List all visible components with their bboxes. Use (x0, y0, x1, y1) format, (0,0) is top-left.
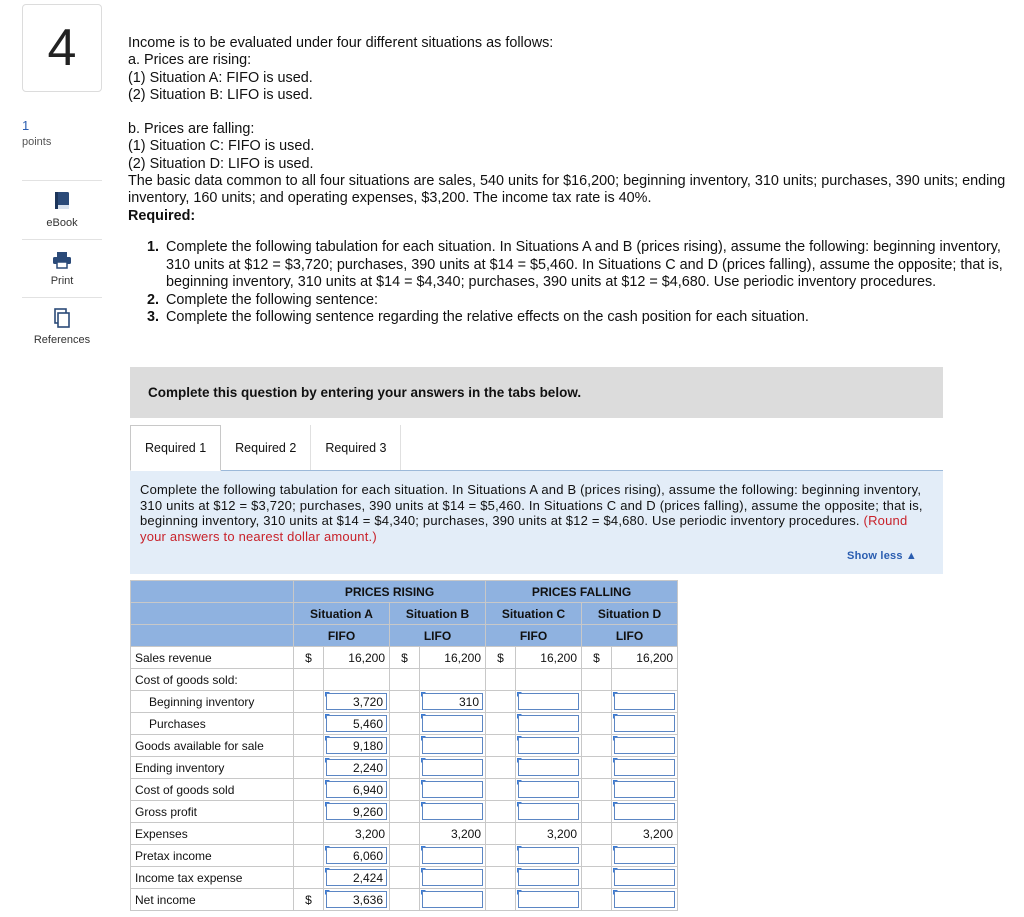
answer-input[interactable] (324, 845, 390, 867)
input-value[interactable]: 9,180 (326, 737, 387, 754)
tabulation-table (130, 580, 678, 911)
answer-input[interactable] (516, 867, 582, 889)
row-label: Net income (131, 889, 294, 911)
input-value[interactable] (518, 759, 579, 776)
row-label: Cost of goods sold: (131, 669, 294, 691)
table-row (131, 845, 678, 867)
requirement-number: 3. (147, 309, 160, 325)
header-situation-a: Situation A (294, 603, 390, 625)
value-cell: 3,200 (516, 823, 582, 845)
book-icon (53, 191, 71, 211)
rounding-note: (Round your answers to nearest dollar amount.) (140, 513, 908, 544)
ebook-button[interactable] (22, 180, 102, 238)
input-value[interactable]: 310 (422, 693, 483, 710)
input-value[interactable] (422, 803, 483, 820)
answer-input[interactable] (420, 867, 486, 889)
input-value[interactable] (614, 803, 675, 820)
header-method-b: LIFO (390, 625, 486, 647)
input-value[interactable]: 3,636 (326, 891, 387, 908)
answer-input[interactable] (420, 691, 486, 713)
header-method-d: LIFO (582, 625, 678, 647)
input-value[interactable] (518, 891, 579, 908)
header-situation-c: Situation C (486, 603, 582, 625)
answer-input[interactable] (420, 735, 486, 757)
input-value[interactable] (422, 737, 483, 754)
intro-line: (2) Situation B: LIFO is used. (128, 86, 313, 103)
input-value[interactable] (518, 869, 579, 886)
row-label: Ending inventory (131, 757, 294, 779)
value-cell: 3,200 (420, 823, 486, 845)
answer-input[interactable] (516, 889, 582, 911)
input-value[interactable] (614, 891, 675, 908)
answer-input[interactable] (324, 801, 390, 823)
row-label: Purchases (131, 713, 294, 735)
header-situation-d: Situation D (582, 603, 678, 625)
answer-input[interactable] (612, 757, 678, 779)
currency-sign: $ (390, 647, 420, 669)
answer-input[interactable] (612, 845, 678, 867)
answer-input[interactable] (324, 757, 390, 779)
row-label: Beginning inventory (131, 691, 294, 713)
header-prices-falling: PRICES FALLING (486, 581, 678, 603)
tab-required-2[interactable]: Required 2 (221, 425, 311, 471)
answer-input[interactable] (516, 735, 582, 757)
input-value[interactable] (518, 715, 579, 732)
tab-required-3[interactable]: Required 3 (311, 425, 401, 471)
question-number: 4 (47, 19, 77, 77)
required-heading: Required: (128, 207, 196, 224)
value-cell: 3,200 (612, 823, 678, 845)
input-value[interactable]: 2,240 (326, 759, 387, 776)
answer-input[interactable] (612, 713, 678, 735)
answer-input[interactable] (516, 779, 582, 801)
input-value[interactable] (422, 759, 483, 776)
print-label: Print (50, 274, 74, 287)
input-value[interactable] (614, 781, 675, 798)
input-value[interactable] (614, 693, 675, 710)
requirement-number: 2. (147, 291, 160, 308)
value-cell: 16,200 (324, 647, 390, 669)
answer-input[interactable] (516, 801, 582, 823)
answer-input[interactable] (612, 735, 678, 757)
input-value[interactable] (614, 759, 675, 776)
points-label: points (22, 136, 52, 148)
answer-input[interactable] (516, 845, 582, 867)
input-value[interactable]: 5,460 (326, 715, 387, 732)
requirement-item (147, 239, 1007, 292)
answer-input[interactable] (420, 779, 486, 801)
answer-input[interactable] (420, 801, 486, 823)
table-row (131, 647, 678, 669)
input-value[interactable] (518, 737, 579, 754)
header-method-c: FIFO (486, 625, 582, 647)
input-value[interactable] (518, 803, 579, 820)
references-icon (53, 308, 71, 328)
value-cell: 16,200 (516, 647, 582, 669)
input-value[interactable]: 9,260 (326, 803, 387, 820)
input-value[interactable] (518, 847, 579, 864)
answer-input[interactable] (324, 713, 390, 735)
show-less-link[interactable]: Show less ▲ (847, 550, 917, 563)
intro-line: (2) Situation D: LIFO is used. (128, 155, 314, 172)
input-value[interactable] (422, 847, 483, 864)
currency-sign: $ (486, 647, 516, 669)
answer-input[interactable] (420, 713, 486, 735)
input-value[interactable] (518, 781, 579, 798)
tab-required-1[interactable]: Required 1 (130, 425, 221, 471)
answer-input[interactable] (324, 867, 390, 889)
requirement-item (147, 292, 1007, 310)
row-label: Expenses (131, 823, 294, 845)
answer-input[interactable] (324, 735, 390, 757)
currency-sign: $ (582, 647, 612, 669)
table-row (131, 735, 678, 757)
requirement-text: Complete the following sentence regarding the relative effects on the cash position for each situation. (166, 309, 809, 325)
references-button[interactable] (22, 297, 102, 355)
input-value[interactable] (614, 715, 675, 732)
ebook-label: eBook (46, 216, 78, 229)
requirements-list (147, 239, 1007, 327)
input-value[interactable] (422, 891, 483, 908)
value-cell: 16,200 (420, 647, 486, 669)
answer-input[interactable] (612, 889, 678, 911)
input-value[interactable] (518, 693, 579, 710)
answer-input[interactable] (612, 801, 678, 823)
instruction-text: Complete the following tabulation for each situation. In Situations A and B (prices rising), assume the following: beginning inventory, 310 units at $12 = $3,720; purchases, 390 units at $14 = $5,460. In Situations C and D (prices falling), assume the opposite; that is, beginning inventory, 310 units at $14 = $4,340; purchases, 390 units at $12 = $4,680. Use periodic inventory procedures. (140, 482, 923, 529)
table-row (131, 867, 678, 889)
table-row (131, 713, 678, 735)
answer-input[interactable] (324, 779, 390, 801)
row-label: Income tax expense (131, 867, 294, 889)
input-value[interactable]: 2,424 (326, 869, 387, 886)
intro-line: Income is to be evaluated under four different situations as follows: (128, 35, 554, 51)
answer-input[interactable] (516, 757, 582, 779)
basic-data-text: The basic data common to all four situations are sales, 540 units for $16,200; beginning inventory, 310 units; purchases, 390 units; ending inventory, 160 units; and operating expenses, $3,200. The income tax rate is 40%. (128, 173, 1006, 207)
requirement-text: Complete the following tabulation for each situation. In Situations A and B (prices rising), assume the following: beginning inventory, 310 units at $12 = $3,720; purchases, 390 units at $14 = $5,460. In Situations C and D (prices falling), assume the opposite; that is, beginning inventory, 310 units at $14 = $4,340; purchases, 390 units at $12 = $4,680. Use periodic inventory procedures. (166, 239, 1003, 290)
answer-input[interactable] (612, 779, 678, 801)
table-row (131, 779, 678, 801)
input-value[interactable]: 3,720 (326, 693, 387, 710)
answer-input[interactable] (612, 691, 678, 713)
answer-input[interactable] (324, 889, 390, 911)
answer-input[interactable] (420, 889, 486, 911)
header-situation-b: Situation B (390, 603, 486, 625)
input-value[interactable]: 6,940 (326, 781, 387, 798)
value-cell: 3,200 (324, 823, 390, 845)
input-value[interactable] (422, 715, 483, 732)
requirement-text: Complete the following sentence: (166, 291, 378, 308)
answer-input[interactable] (420, 845, 486, 867)
input-value[interactable] (422, 869, 483, 886)
question-intro (128, 35, 1008, 225)
table-row (131, 801, 678, 823)
answer-input[interactable] (516, 713, 582, 735)
currency-sign: $ (294, 647, 324, 669)
input-value[interactable] (614, 869, 675, 886)
question-number-box (22, 4, 102, 92)
table-row (131, 669, 678, 691)
intro-line: (1) Situation C: FIFO is used. (128, 138, 315, 155)
instructions-banner: Complete this question by entering your answers in the tabs below. (130, 367, 943, 418)
row-label: Sales revenue (131, 647, 294, 669)
answer-input[interactable] (420, 757, 486, 779)
answer-input[interactable] (612, 867, 678, 889)
intro-line: b. Prices are falling: (128, 121, 255, 138)
value-cell: 16,200 (612, 647, 678, 669)
table-row (131, 889, 678, 911)
answer-input[interactable] (516, 691, 582, 713)
input-value[interactable]: 6,060 (326, 847, 387, 864)
answer-tabs (130, 425, 401, 471)
row-label: Goods available for sale (131, 735, 294, 757)
header-method-a: FIFO (294, 625, 390, 647)
requirement-item (147, 309, 1007, 327)
printer-icon (52, 251, 72, 269)
table-row (131, 757, 678, 779)
table-row (131, 823, 678, 845)
tab-instructions (130, 471, 943, 574)
answer-input[interactable] (324, 691, 390, 713)
intro-line: a. Prices are rising: (128, 52, 252, 69)
row-label: Gross profit (131, 801, 294, 823)
input-value[interactable] (614, 737, 675, 754)
currency-sign: $ (294, 889, 324, 911)
print-button[interactable] (22, 239, 102, 297)
input-value[interactable] (422, 781, 483, 798)
table-row (131, 691, 678, 713)
references-label: References (33, 333, 91, 346)
points-value: 1 (22, 118, 30, 133)
input-value[interactable] (614, 847, 675, 864)
row-label: Cost of goods sold (131, 779, 294, 801)
row-label: Pretax income (131, 845, 294, 867)
intro-line: (1) Situation A: FIFO is used. (128, 69, 313, 86)
header-prices-rising: PRICES RISING (294, 581, 486, 603)
requirement-number: 1. (147, 239, 160, 255)
